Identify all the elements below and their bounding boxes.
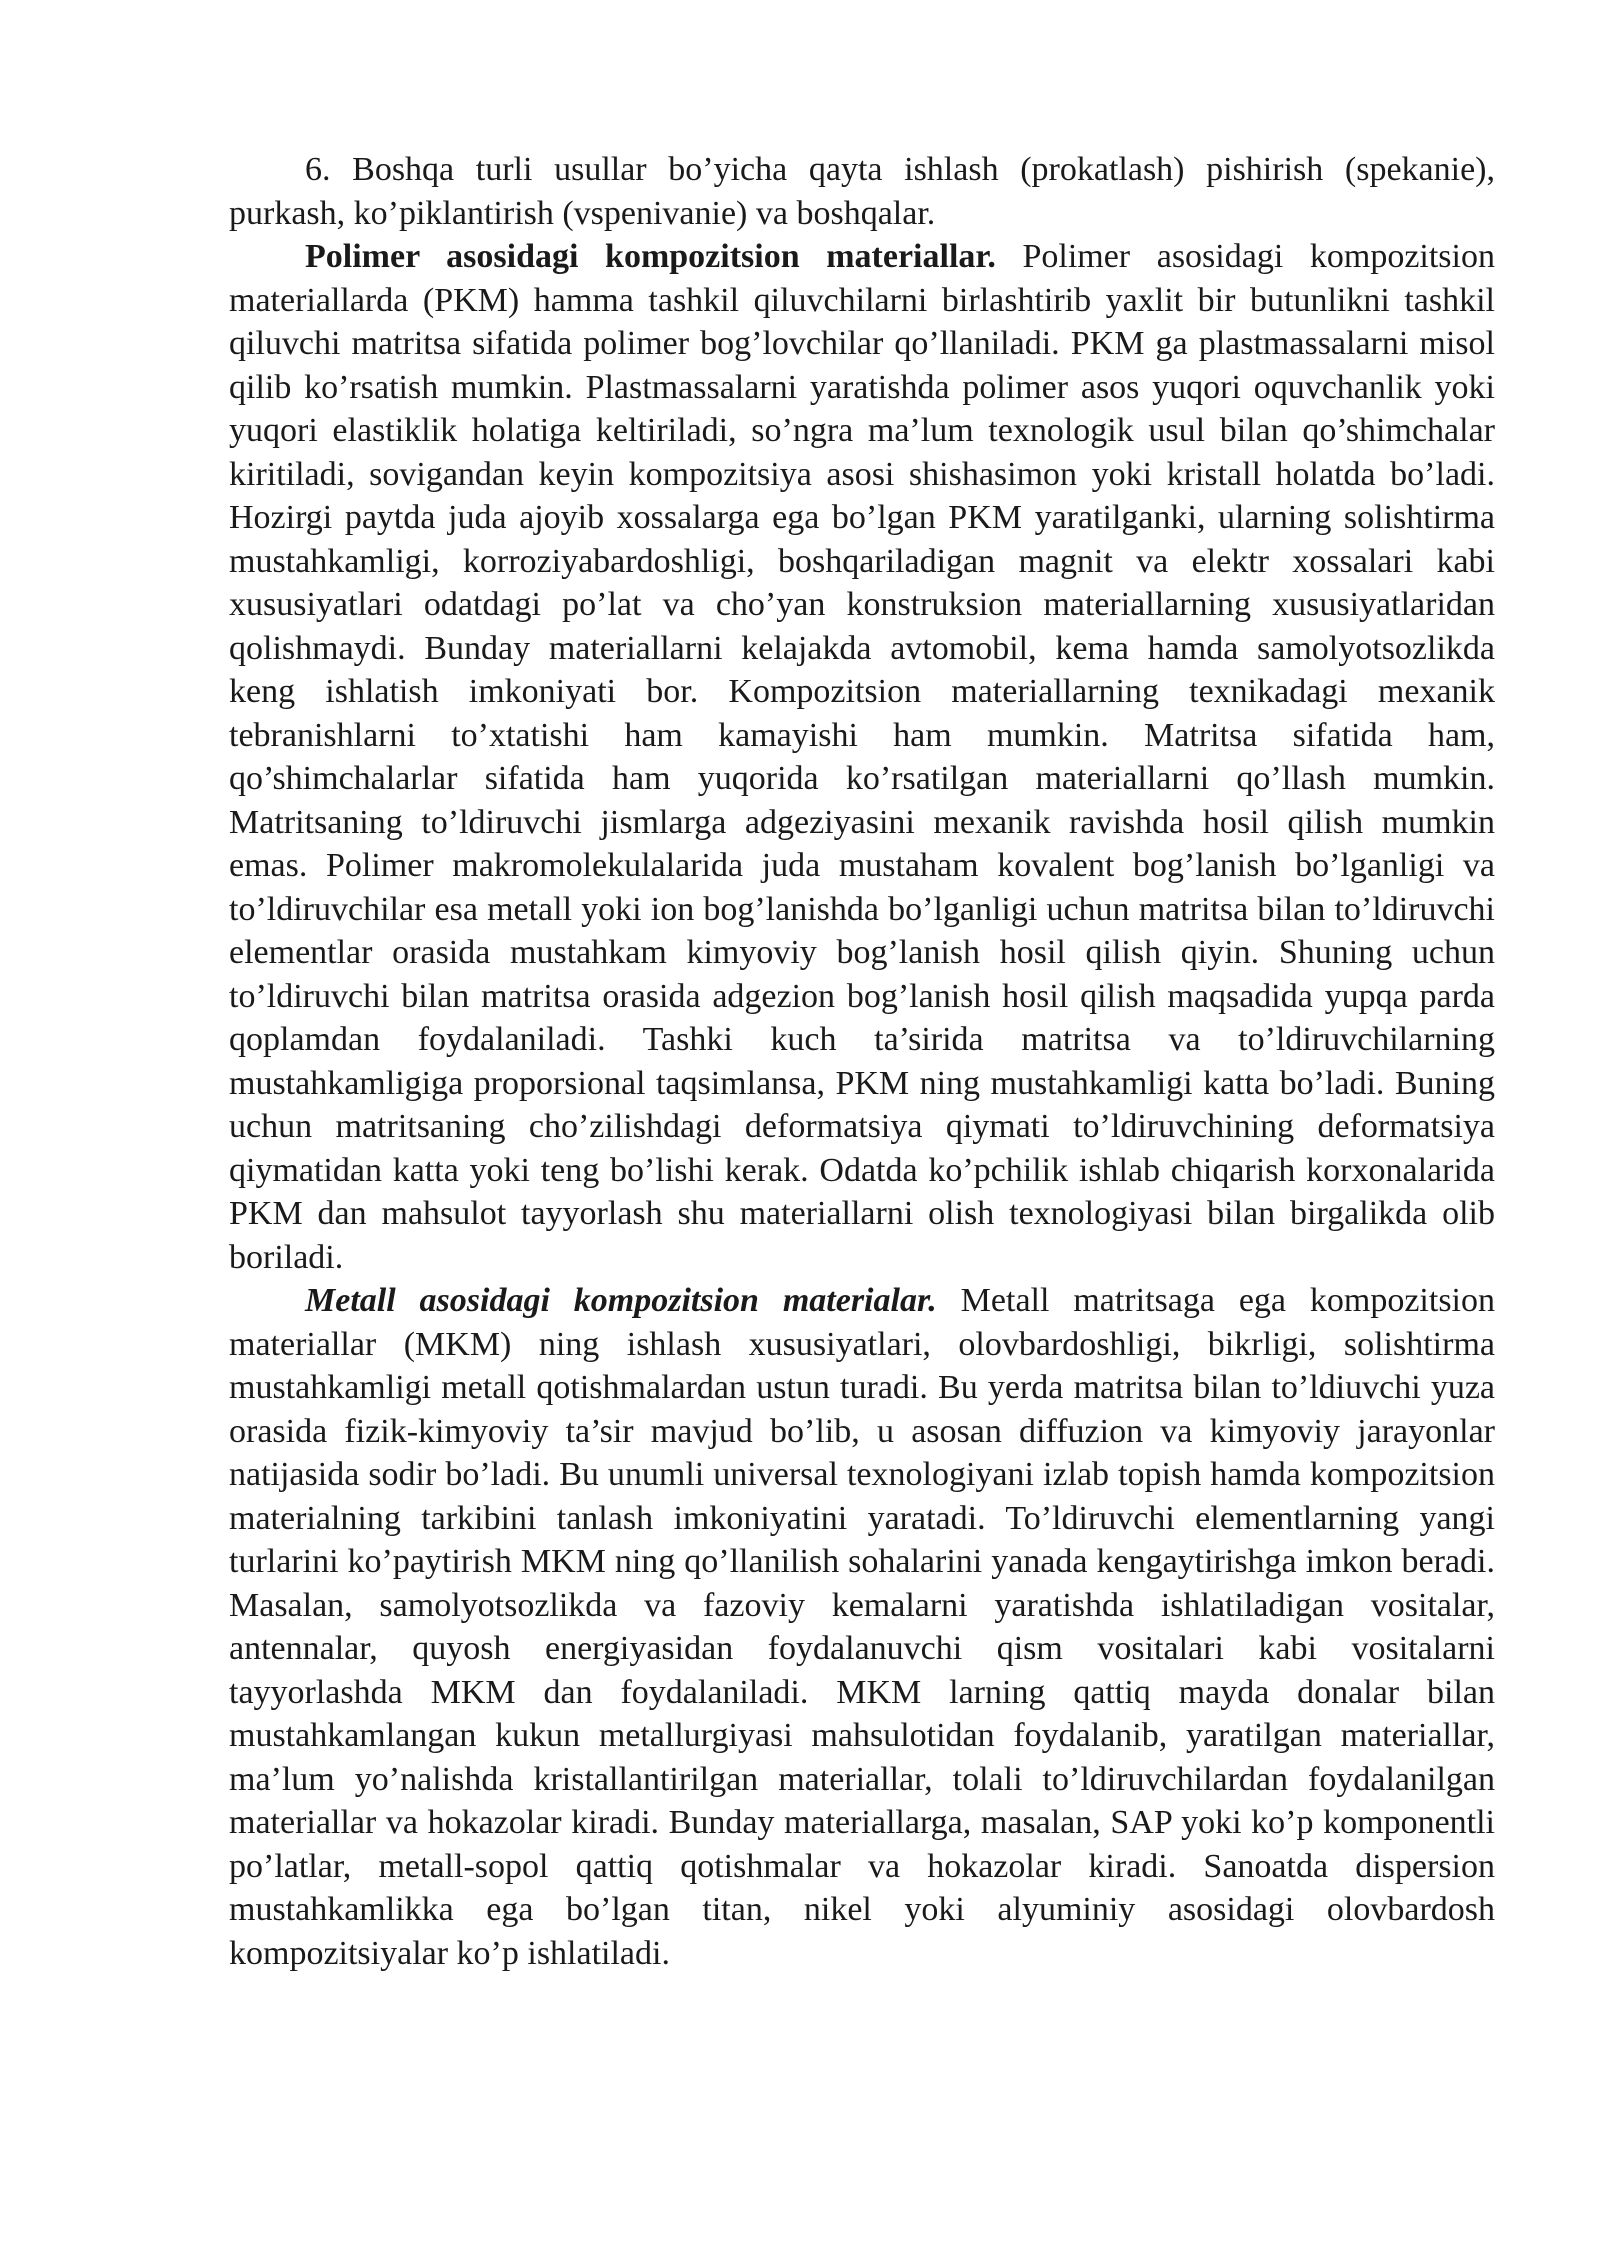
paragraph-polymer-composites xyxy=(229,235,1495,1279)
section-heading-metal: Metall asosidagi kompozitsion materialar. xyxy=(305,1282,937,1319)
paragraph-text: Metall matritsaga ega kompozitsion materiallar (MKM) ning ishlash xususiyatlari, olovbardoshligi, bikrligi, solishtirma mustahkamligi metall qotishmalardan ustun turadi. Bu yerda matritsa bilan to’ldiuvchi yuza orasida fizik-kimyoviy ta’sir mavjud bo’lib, u asosan diffuzion va kimyoviy jarayonlar natijasida sodir bo’ladi. Bu unumli universal texnologiyani izlab topish hamda kompozitsion materialning tarkibini tanlash imkoniyatini yaratadi. To’ldiruvchi elementlarning yangi turlarini ko’paytirish MKM ning qo’llanilish sohalarini yanada kengaytirishga imkon beradi. Masalan, samolyotsozlikda va fazoviy kemalarni yaratishda ishlatiladigan vositalar, antennalar, quyosh energiyasidan foydalanuvchi qism vositalari kabi vositalarni tayyorlashda MKM dan foydalaniladi. MKM larning qattiq mayda donalar bilan mustahkamlangan kukun metallurgiyasi mahsulotidan foydalanib, yaratilgan materiallar, ma’lum yo’nalishda kristallantirilgan materiallar, tolali to’ldiruvchilardan foydalanilgan materiallar va hokazolar kiradi. Bunday materiallarga, masalan, SAP yoki ko’p komponentli po’latlar, metall-sopol qattiq qotishmalar va hokazolar kiradi. Sanoatda dispersion mustahkamlikka ega bo’lgan titan, nikel yoki alyuminiy asosidagi olovbardosh kompozitsiyalar ko’p ishlatiladi. xyxy=(229,1282,1495,1972)
section-heading-polymer: Polimer asosidagi kompozitsion materiallar. xyxy=(305,238,996,275)
paragraph-metal-composites xyxy=(229,1279,1495,1975)
paragraph-processing-methods xyxy=(229,148,1495,235)
paragraph-text: 6. Boshqa turli usullar bo’yicha qayta ishlash (prokatlash) pishirish (spekanie), purkash, ko’piklantirish (vspenivanie) va boshqalar. xyxy=(229,151,1495,232)
paragraph-text: Polimer asosidagi kompozitsion materiallarda (PKM) hamma tashkil qiluvchilarni birlashtirib yaxlit bir butunlikni tashkil qiluvchi matritsa sifatida polimer bog’lovchilar qo’llaniladi. PKM ga plastmassalarni misol qilib ko’rsatish mumkin. Plastmassalarni yaratishda polimer asos yuqori oquvchanlik yoki yuqori elastiklik holatiga keltiriladi, so’ngra ma’lum texnologik usul bilan qo’shimchalar kiritiladi, sovigandan keyin kompozitsiya asosi shishasimon yoki kristall holatda bo’ladi. Hozirgi paytda juda ajoyib xossalarga ega bo’lgan PKM yaratilganki, ularning solishtirma mustahkamligi, korroziyabardoshligi, boshqariladigan magnit va elektr xossalari kabi xususiyatlari odatdagi po’lat va cho’yan konstruksion materiallarning xususiyatlaridan qolishmaydi. Bunday materiallarni kelajakda avtomobil, kema hamda samolyotsozlikda keng ishlatish imkoniyati bor. Kompozitsion materiallarning texnikadagi mexanik tebranishlarni to’xtatishi ham kamayishi ham mumkin. Matritsa sifatida ham, qo’shimchalarlar sifatida ham yuqorida ko’rsatilgan materiallarni qo’llash mumkin. Matritsaning to’ldiruvchi jismlarga adgeziyasini mexanik ravishda hosil qilish mumkin emas. Polimer makromolekulalarida juda mustaham kovalent bog’lanish bo’lganligi va to’ldiruvchilar esa metall yoki ion bog’lanishda bo’lganligi uchun matritsa bilan to’ldiruvchi elementlar orasida mustahkam kimyoviy bog’lanish hosil qilish qiyin. Shuning uchun to’ldiruvchi bilan matritsa orasida adgezion bog’lanish hosil qilish maqsadida yupqa parda qoplamdan foydalaniladi. Tashki kuch ta’sirida matritsa va to’ldiruvchilarning mustahkamligiga proporsional taqsimlansa, PKM ning mustahkamligi katta bo’ladi. Buning uchun matritsaning cho’zilishdagi deformatsiya qiymati to’ldiruvchining deformatsiya qiymatidan katta yoki teng bo’lishi kerak. Odatda ko’pchilik ishlab chiqarish korxonalarida PKM dan mahsulot tayyorlash shu materiallarni olish texnologiyasi bilan birgalikda olib boriladi. xyxy=(229,238,1495,1276)
document-page xyxy=(229,148,1495,1975)
